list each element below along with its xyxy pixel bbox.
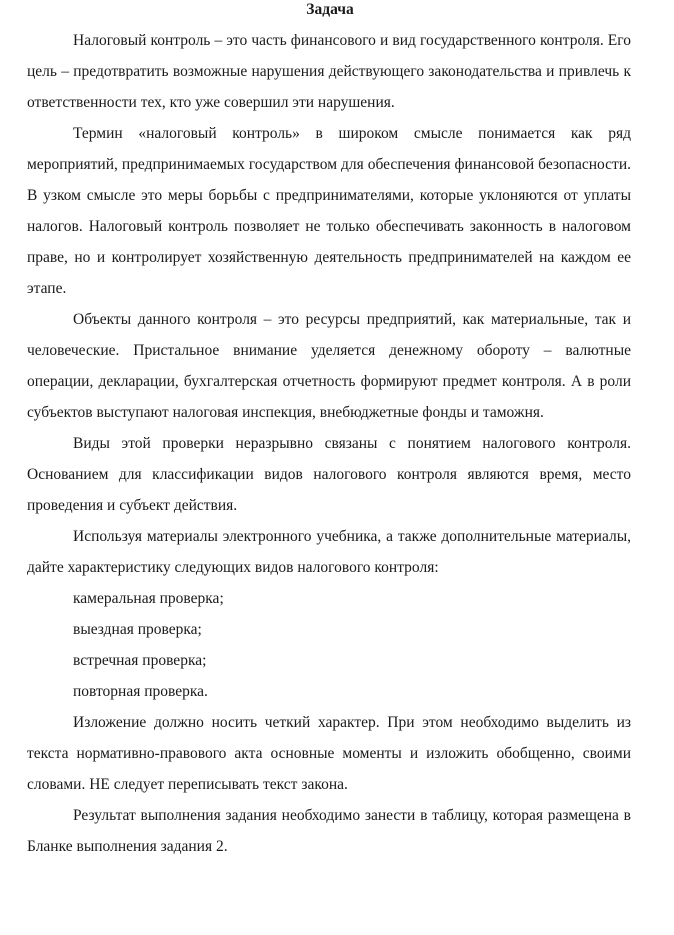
paragraph-term: Термин «налоговый контроль» в широком смысле понимается как ряд мероприятий, предпринимаемых государством для обеспечения финансовой безопасности. В узком смысле это меры борьбы с предпринимателями, которые уклоняются от уплаты налогов. Налоговый контроль позволяет не только обеспечивать законность в налоговом праве, но и контролирует хозяйственную деятельность предпринимателей на каждом ее этапе.	[27, 125, 631, 297]
list-item: камеральная проверка;	[73, 590, 224, 607]
list-item: повторная проверка.	[73, 683, 208, 700]
paragraph-result: Результат выполнения задания необходимо занести в таблицу, которая размещена в Бланке выполнения задания 2.	[27, 807, 631, 855]
paragraph-task: Используя материалы электронного учебника, а также дополнительные материалы, дайте характеристику следующих видов налогового контроля:	[27, 528, 631, 576]
paragraph-objects: Объекты данного контроля – это ресурсы предприятий, как материальные, так и человеческие. Пристальное внимание уделяется денежному обороту – валютные операции, декларации, бухгалтерская отчетность формируют предмет контроля. А в роли субъектов выступают налоговая инспекция, внебюджетные фонды и таможня.	[27, 311, 631, 421]
paragraph-types: Виды этой проверки неразрывно связаны с понятием налогового контроля. Основанием для классификации видов налогового контроля являются время, место проведения и субъект действия.	[27, 435, 631, 514]
document-body	[27, 25, 631, 862]
paragraph-definition: Налоговый контроль – это часть финансового и вид государственного контроля. Его цель – предотвратить возможные нарушения действующего законодательства и привлечь к ответственности тех, кто уже совершил эти нарушения.	[27, 32, 631, 111]
list-item: встречная проверка;	[73, 652, 207, 669]
list-item: выездная проверка;	[73, 621, 202, 638]
paragraph-requirements: Изложение должно носить четкий характер. При этом необходимо выделить из текста нормативно-правового акта основные моменты и изложить обобщенно, своими словами. НЕ следует переписывать текст закона.	[27, 714, 631, 793]
document-title: Задача	[306, 1, 354, 18]
